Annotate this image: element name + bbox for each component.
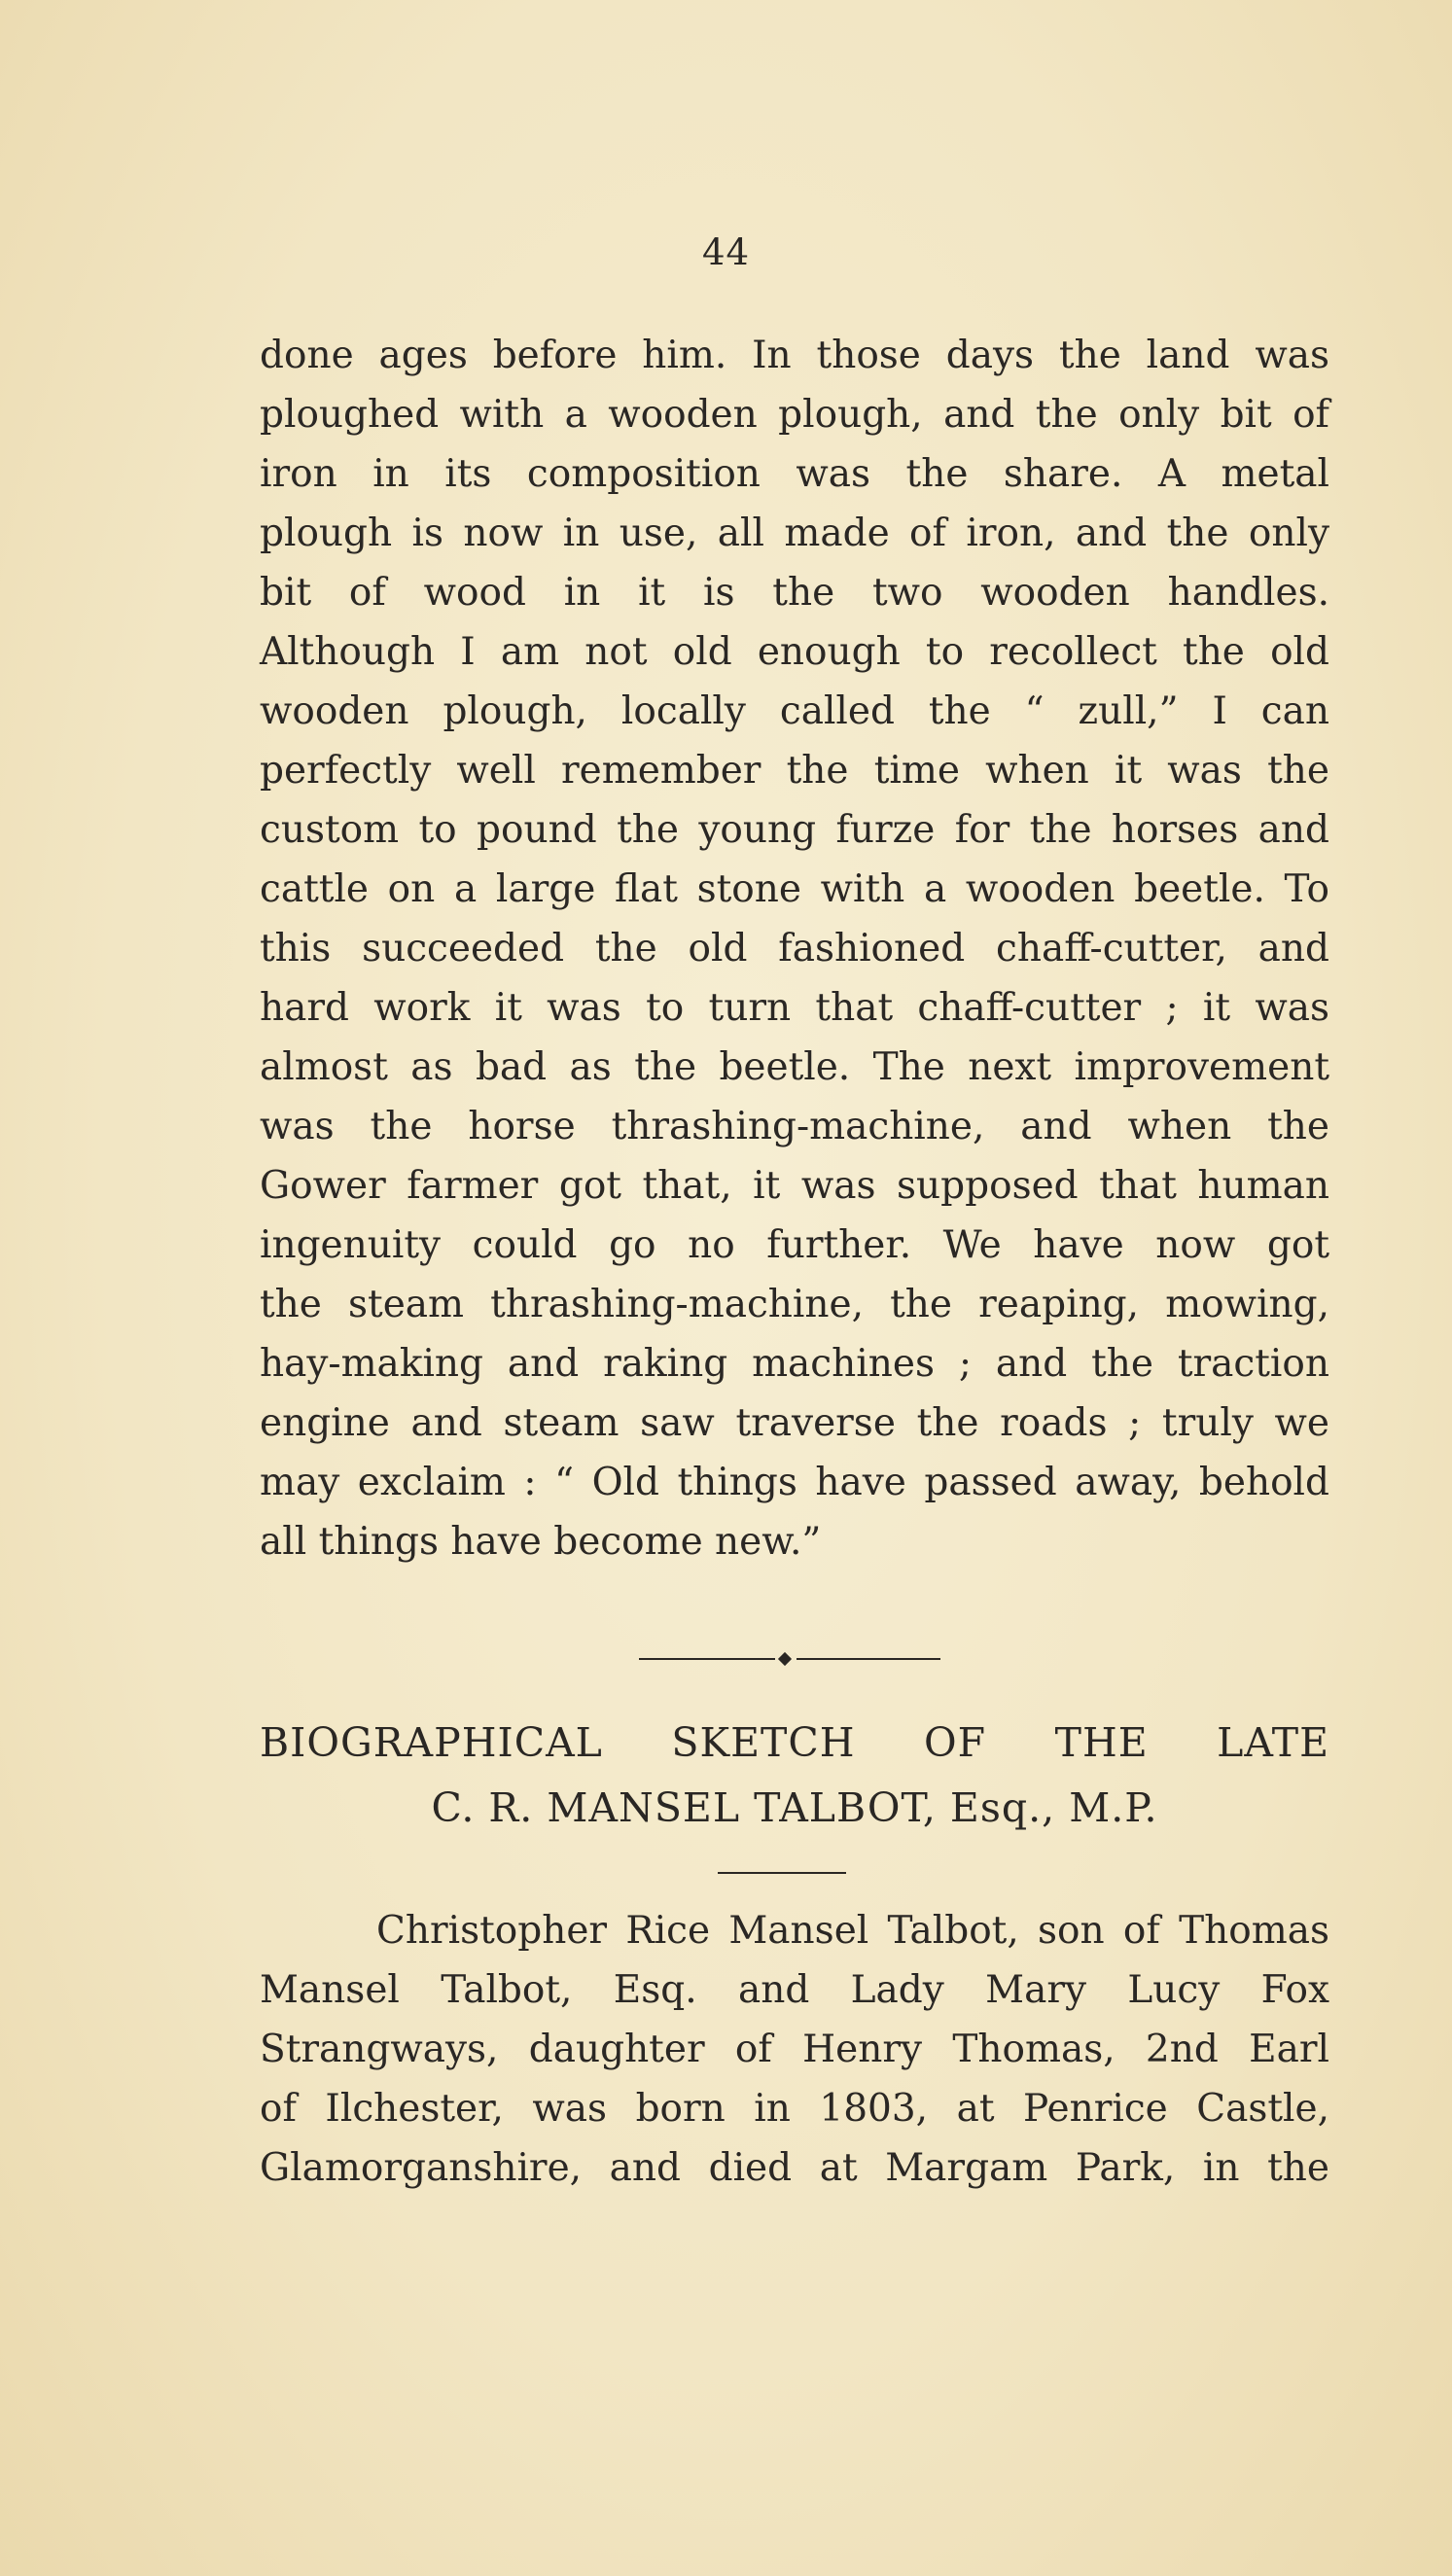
text-line: was the horse thrashing-machine, and when the (260, 1105, 1329, 1148)
text-line: perfectly well remember the time when it was the (260, 749, 1329, 793)
text-line: Gower farmer got that, it was supposed that human (260, 1164, 1329, 1208)
text-line: the steam thrashing-machine, the reaping, mowing, (260, 1283, 1329, 1326)
text-line: Strangways, daughter of Henry Thomas, 2nd Earl (260, 2028, 1329, 2071)
text-line: almost as bad as the beetle. The next improvement (260, 1045, 1329, 1089)
text-line: cattle on a large flat stone with a wooden beetle. To (260, 867, 1329, 911)
text-line: Although I am not old enough to recollect the old (260, 630, 1329, 674)
text-line: engine and steam saw traverse the roads ; truly we (260, 1401, 1329, 1445)
text-line: bit of wood in it is the two wooden handles. (260, 571, 1329, 615)
text-line: custom to pound the young furze for the horses and (260, 808, 1329, 852)
heading-underline-rule (718, 1872, 846, 1874)
paragraph-biography (260, 1901, 1329, 2198)
text-line: ploughed with a wooden plough, and the only bit of (260, 393, 1329, 437)
section-heading-line-1: BIOGRAPHICAL SKETCH OF THE LATE (260, 1719, 1329, 1766)
page-number: 44 (701, 231, 751, 273)
text-line: Christopher Rice Mansel Talbot, son of Thomas (376, 1909, 1329, 1953)
section-heading-line-2: C. R. MANSEL TALBOT, Esq., M.P. (431, 1784, 1158, 1831)
text-line: Mansel Talbot, Esq. and Lady Mary Lucy Fox (260, 1968, 1329, 2012)
text-line: ingenuity could go no further. We have now got (260, 1223, 1329, 1267)
text-line: wooden plough, locally called the “ zull,” I can (260, 689, 1329, 733)
divider-rule-left (639, 1658, 775, 1660)
text-line: this succeeded the old fashioned chaff-cutter, and (260, 927, 1329, 970)
text-line: done ages before him. In those days the land was (260, 334, 1329, 377)
diamond-icon (778, 1652, 792, 1666)
divider-rule-right (797, 1658, 940, 1660)
paragraph-farming-changes (260, 326, 1329, 1571)
text-line: hay-making and raking machines ; and the traction (260, 1342, 1329, 1386)
text-line: hard work it was to turn that chaff-cutter ; it was (260, 986, 1329, 1030)
text-line: iron in its composition was the share. A metal (260, 452, 1329, 496)
text-line: all things have become new.” (260, 1520, 822, 1564)
text-line: plough is now in use, all made of iron, and the only (260, 512, 1329, 555)
text-line: of Ilchester, was born in 1803, at Penrice Castle, (260, 2087, 1329, 2131)
section-divider-ornament (639, 1653, 940, 1665)
text-line: Glamorganshire, and died at Margam Park, in the (260, 2146, 1329, 2190)
text-line: may exclaim : “ Old things have passed away, behold (260, 1461, 1329, 1504)
